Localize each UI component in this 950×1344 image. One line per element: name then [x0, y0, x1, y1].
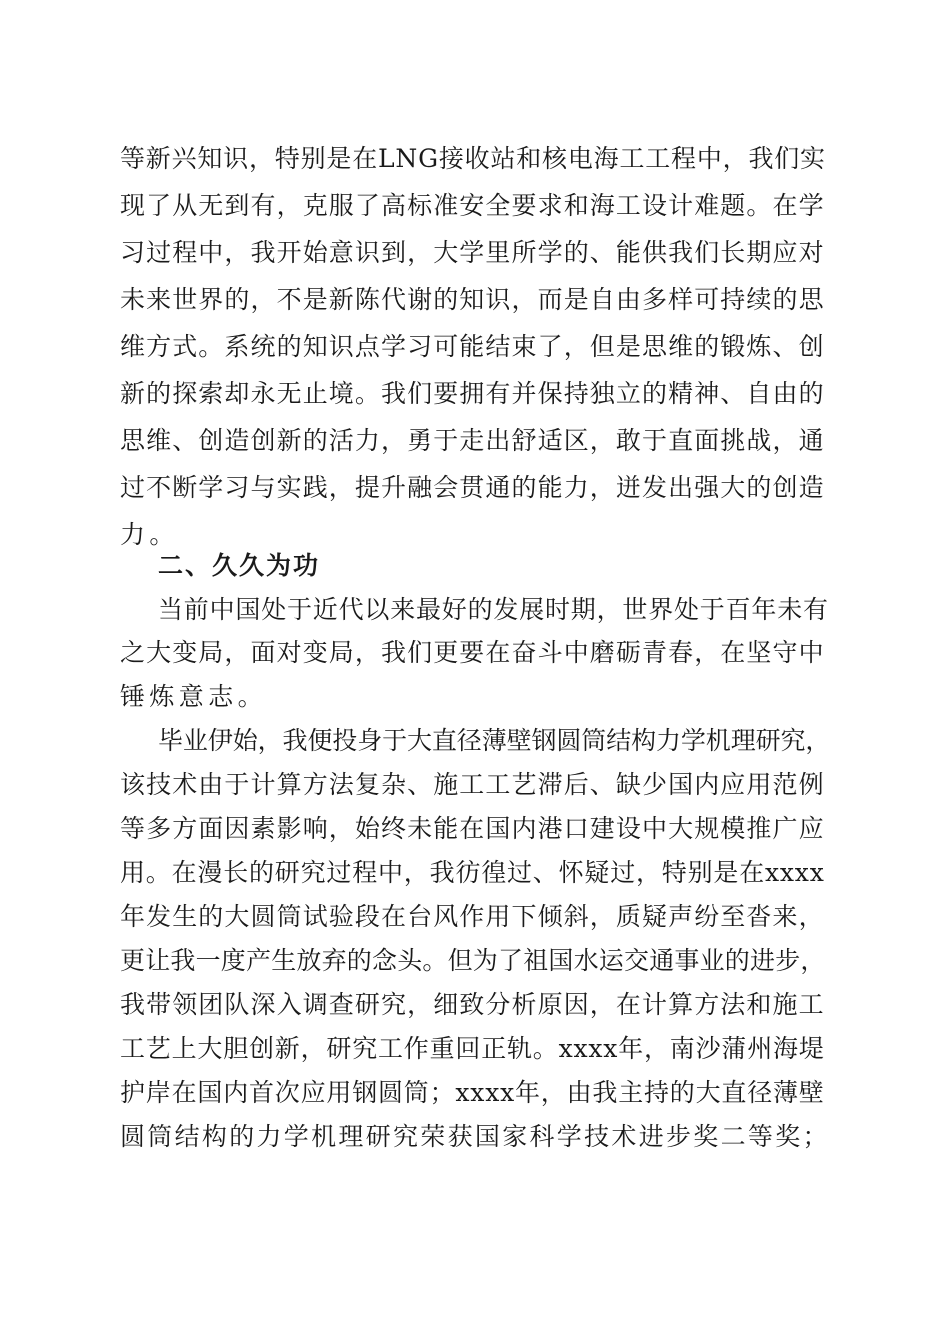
paragraph-3-line-10: 圆筒结构的力学机理研究荣获国家科学技术进步奖二等奖；	[120, 1122, 830, 1151]
paragraph-1-line-1: 等新兴知识，特别是在LNG接收站和核电海工工程中，我们实	[120, 144, 826, 173]
paragraph-3-line-6: 更让我一度产生放弃的念头。但为了祖国水运交通事业的进步，	[120, 946, 826, 975]
paragraph-2-line-2: 之大变局，面对变局，我们更要在奋斗中磨砺青春，在坚守中	[120, 638, 825, 667]
paragraph-2-line-1: 当前中国处于近代以来最好的发展时期，世界处于百年未有	[158, 595, 829, 624]
paragraph-3-line-2: 该技术由于计算方法复杂、施工工艺滞后、缺少国内应用范例	[120, 770, 825, 799]
paragraph-1-line-9: 力。	[120, 520, 179, 549]
paragraph-1-line-5: 维方式。系统的知识点学习可能结束了，但是思维的锻炼、创	[120, 332, 825, 361]
section-heading: 二、久久为功	[158, 551, 321, 580]
paragraph-1-line-7: 思维、创造创新的活力，勇于走出舒适区，敢于直面挑战，通	[120, 426, 825, 455]
paragraph-1-line-3: 习过程中，我开始意识到，大学里所学的、能供我们长期应对	[120, 238, 825, 267]
paragraph-3-line-1: 毕业伊始，我便投身于大直径薄壁钢圆筒结构力学机理研究，	[158, 726, 831, 755]
paragraph-3-line-8: 工艺上大胆创新，研究工作重回正轨。xxxx年，南沙蒲州海堤	[120, 1034, 825, 1063]
paragraph-2-line-3: 锤炼意志。	[120, 682, 268, 711]
paragraph-1-line-4: 未来世界的，不是新陈代谢的知识，而是自由多样可持续的思	[120, 285, 825, 314]
paragraph-1-line-6: 新的探索却永无止境。我们要拥有并保持独立的精神、自由的	[120, 379, 825, 408]
paragraph-3-line-9: 护岸在国内首次应用钢圆筒；xxxx年，由我主持的大直径薄壁	[120, 1078, 825, 1107]
paragraph-3-line-3: 等多方面因素影响，始终未能在国内港口建设中大规模推广应	[120, 814, 825, 843]
paragraph-1-line-2: 现了从无到有，克服了高标准安全要求和海工设计难题。在学	[120, 191, 825, 220]
paragraph-1-line-8: 过不断学习与实践，提升融会贯通的能力，迸发出强大的创造	[120, 473, 825, 502]
paragraph-3-line-4: 用。在漫长的研究过程中，我彷徨过、怀疑过，特别是在xxxx	[120, 858, 825, 887]
paragraph-3-line-5: 年发生的大圆筒试验段在台风作用下倾斜，质疑声纷至沓来，	[120, 902, 825, 931]
paragraph-3-line-7: 我带领团队深入调查研究，细致分析原因，在计算方法和施工	[120, 990, 825, 1019]
